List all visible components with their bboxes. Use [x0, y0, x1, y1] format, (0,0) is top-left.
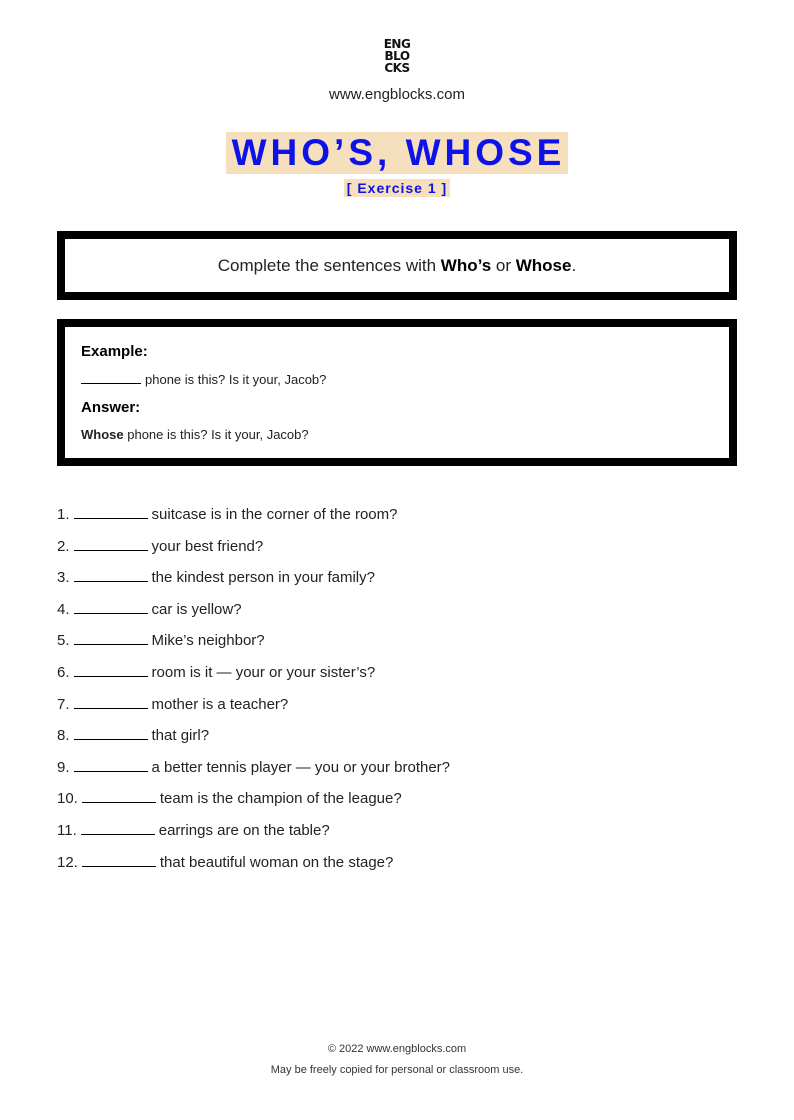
logo-line: ENG — [383, 37, 411, 51]
answer-blank[interactable] — [81, 820, 155, 835]
subtitle-wrap — [0, 179, 794, 198]
exercise-item — [57, 694, 737, 726]
option-whos: Who’s — [440, 255, 492, 275]
engblocks-logo — [372, 38, 422, 74]
answer-blank[interactable] — [74, 630, 148, 645]
exercise-text: room is it — your or your sister’s? — [151, 663, 376, 681]
exercise-item — [57, 852, 737, 884]
option-whose: Whose — [515, 255, 572, 275]
exercise-item — [57, 567, 737, 599]
example-box — [57, 319, 737, 466]
exercise-number: 5. — [57, 632, 70, 650]
answer-sentence — [81, 427, 309, 442]
instructions-prefix: Complete the sentences with — [217, 255, 441, 275]
exercise-number: 10. — [57, 790, 78, 808]
answer-blank[interactable] — [74, 694, 148, 709]
answer-blank[interactable] — [74, 725, 148, 740]
exercise-number: 1. — [57, 506, 70, 523]
exercise-item — [57, 599, 737, 631]
answer-blank[interactable] — [74, 536, 148, 551]
exercise-text: Mike’s neighbor? — [151, 632, 265, 650]
instructions-box — [57, 231, 737, 300]
exercise-list — [57, 504, 737, 883]
answer-word: Whose — [81, 427, 124, 442]
instructions-middle: or — [491, 255, 516, 275]
exercise-subtitle: [ Exercise 1 ] — [344, 179, 450, 197]
exercise-text: car is yellow? — [151, 600, 242, 618]
answer-blank[interactable] — [74, 504, 148, 519]
exercise-text: suitcase is in the corner of the room? — [151, 506, 398, 523]
exercise-number: 9. — [57, 758, 70, 776]
exercise-number: 8. — [57, 727, 70, 745]
exercise-item — [57, 504, 737, 536]
answer-blank[interactable] — [74, 757, 148, 772]
exercise-item — [57, 757, 737, 789]
exercise-item — [57, 536, 737, 568]
answer-blank[interactable] — [82, 852, 156, 867]
example-sentence — [81, 372, 326, 387]
instructions-text — [218, 256, 576, 276]
exercise-text: mother is a teacher? — [151, 695, 289, 713]
exercise-item — [57, 820, 737, 852]
example-label: Example: — [81, 343, 148, 360]
exercise-text: the kindest person in your family? — [151, 569, 375, 587]
exercise-text: a better tennis player — you or your brother? — [151, 758, 451, 776]
exercise-item — [57, 725, 737, 757]
instructions-suffix: . — [571, 255, 577, 275]
answer-blank[interactable] — [82, 788, 156, 803]
footer-license: May be freely copied for personal or classroom use. — [270, 1064, 524, 1076]
exercise-number: 7. — [57, 695, 70, 713]
exercise-number: 6. — [57, 663, 70, 681]
exercise-number: 12. — [57, 853, 78, 871]
answer-blank[interactable] — [74, 662, 148, 677]
exercise-text: your best friend? — [151, 537, 264, 555]
exercise-text: that beautiful woman on the stage? — [159, 853, 394, 871]
page-title: WHO’S, WHOSE — [226, 132, 569, 174]
exercise-text: earrings are on the table? — [158, 821, 330, 839]
example-sentence-text: phone is this? Is it your, Jacob? — [145, 372, 327, 387]
exercise-item — [57, 630, 737, 662]
exercise-text: that girl? — [151, 727, 210, 745]
answer-blank[interactable] — [74, 599, 148, 614]
exercise-item — [57, 662, 737, 694]
exercise-item — [57, 788, 737, 820]
title-wrap — [0, 132, 794, 174]
exercise-number: 2. — [57, 537, 70, 555]
exercise-number: 3. — [57, 569, 70, 587]
logo-line: CKS — [384, 61, 410, 75]
exercise-text: team is the champion of the league? — [159, 790, 402, 808]
answer-label: Answer: — [81, 399, 141, 416]
site-url[interactable]: www.engblocks.com — [329, 86, 465, 103]
logo-line: BLO — [384, 49, 410, 63]
example-blank — [81, 382, 141, 384]
footer-copyright: © 2022 www.engblocks.com — [327, 1043, 467, 1055]
answer-sentence-text: phone is this? Is it your, Jacob? — [123, 427, 309, 442]
exercise-number: 4. — [57, 600, 70, 618]
answer-blank[interactable] — [74, 567, 148, 582]
exercise-number: 11. — [57, 821, 77, 839]
